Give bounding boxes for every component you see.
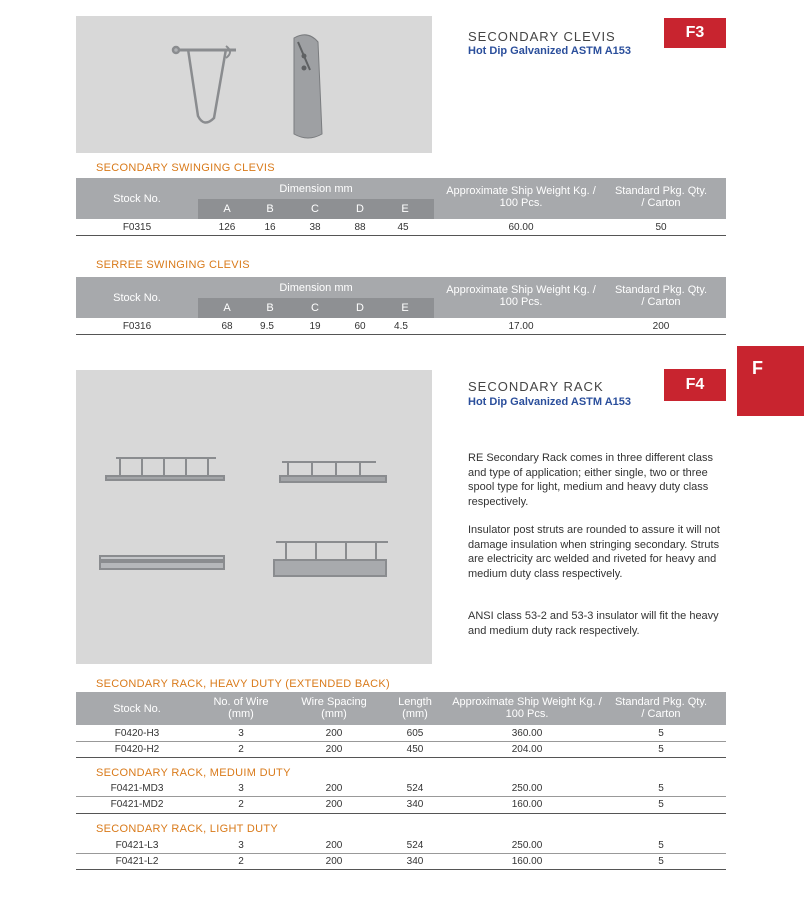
th-dim-a: A xyxy=(223,203,231,215)
cell-wires: 3 xyxy=(238,783,244,794)
th-dim-a: A xyxy=(223,302,231,314)
cell-b: 9.5 xyxy=(260,321,274,332)
cell-length: 524 xyxy=(406,840,424,851)
th-pkg: Standard Pkg. Qty. / Carton xyxy=(614,185,708,209)
f4-paragraph-2: Insulator post struts are rounded to assure it will not damage insulation when stringing secondary. Struts are electricity arc welded and riveted for heavy and medium duty class respectively. xyxy=(468,524,720,580)
section-title-serree-clevis: SERREE SWINGING CLEVIS xyxy=(96,259,250,271)
section-title-heavy-duty: SECONDARY RACK, HEAVY DUTY (EXTENDED BACK) xyxy=(96,678,390,690)
row-divider xyxy=(76,796,726,797)
cell-length: 340 xyxy=(406,856,424,867)
cell-stock: F0421-MD2 xyxy=(110,799,164,810)
table-bottom-rule xyxy=(76,869,726,870)
f4-title: SECONDARY RACK xyxy=(468,379,604,394)
th-length: Length (mm) xyxy=(398,696,432,720)
f4-paragraph-3: ANSI class 53-2 and 53-3 insulator will fit the heavy and medium duty rack respectively. xyxy=(468,610,719,637)
th-weight: Approximate Ship Weight Kg. / 100 Pcs. xyxy=(446,185,596,209)
section-title-swinging-clevis: SECONDARY SWINGING CLEVIS xyxy=(96,162,275,174)
cell-pkg: 200 xyxy=(652,321,670,332)
cell-weight: 360.00 xyxy=(511,728,543,739)
th-wires: No. of Wire (mm) xyxy=(213,696,269,720)
th-stock: Stock No. xyxy=(113,193,161,205)
cell-weight: 204.00 xyxy=(511,744,543,755)
cell-e: 45 xyxy=(397,222,409,233)
cell-length: 450 xyxy=(406,744,424,755)
cell-d: 88 xyxy=(354,222,366,233)
th-dim-c: C xyxy=(311,302,319,314)
cell-wires: 3 xyxy=(238,840,244,851)
cell-wires: 2 xyxy=(238,856,244,867)
cell-weight: 160.00 xyxy=(511,856,543,867)
th-dim-b: B xyxy=(266,302,274,314)
cell-weight: 160.00 xyxy=(511,799,543,810)
th-dimension: Dimension mm xyxy=(279,282,353,294)
f3-subtitle: Hot Dip Galvanized ASTM A153 xyxy=(468,45,631,57)
cell-spacing: 200 xyxy=(325,744,343,755)
row-divider xyxy=(76,853,726,854)
cell-stock: F0315 xyxy=(122,222,152,233)
cell-length: 340 xyxy=(406,799,424,810)
cell-c: 19 xyxy=(309,321,321,332)
section-title-medium-duty: SECONDARY RACK, MEDUIM DUTY xyxy=(96,767,291,779)
th-dim-c: C xyxy=(311,203,319,215)
section-title-light-duty: SECONDARY RACK, LIGHT DUTY xyxy=(96,823,279,835)
cell-stock: F0420-H3 xyxy=(114,728,160,739)
rack-table-header xyxy=(76,692,726,725)
cell-pkg: 5 xyxy=(658,744,664,755)
th-stock: Stock No. xyxy=(113,703,161,715)
th-dim-e: E xyxy=(401,203,409,215)
cell-length: 524 xyxy=(406,783,424,794)
cell-pkg: 50 xyxy=(655,222,667,233)
table1-bottom-rule xyxy=(76,235,726,236)
th-dim-d: D xyxy=(356,203,364,215)
cell-stock: F0316 xyxy=(122,321,152,332)
side-tab-letter: F xyxy=(752,358,763,378)
f3-badge: F3 xyxy=(664,18,726,48)
cell-pkg: 5 xyxy=(658,783,664,794)
cell-c: 38 xyxy=(309,222,321,233)
cell-stock: F0420-H2 xyxy=(114,744,160,755)
th-stock: Stock No. xyxy=(113,292,161,304)
cell-a: 68 xyxy=(221,321,233,332)
cell-wires: 2 xyxy=(238,744,244,755)
cell-weight: 250.00 xyxy=(511,783,543,794)
group-bottom-rule xyxy=(76,813,726,814)
th-pkg: Standard Pkg. Qty. / Carton xyxy=(614,284,708,308)
table1-header xyxy=(76,178,726,219)
cell-spacing: 200 xyxy=(325,783,343,794)
th-dim-e: E xyxy=(401,302,409,314)
cell-weight: 60.00 xyxy=(508,222,534,233)
th-pkg: Standard Pkg. Qty. / Carton xyxy=(614,696,708,720)
th-dimension: Dimension mm xyxy=(279,183,353,195)
f3-title: SECONDARY CLEVIS xyxy=(468,29,616,44)
cell-b: 16 xyxy=(264,222,276,233)
cell-pkg: 5 xyxy=(658,799,664,810)
group-bottom-rule xyxy=(76,757,726,758)
clevis-photo xyxy=(76,16,432,153)
table2-bottom-rule xyxy=(76,334,726,335)
cell-pkg: 5 xyxy=(658,856,664,867)
cell-spacing: 200 xyxy=(325,728,343,739)
cell-wires: 2 xyxy=(238,799,244,810)
cell-weight: 250.00 xyxy=(511,840,543,851)
cell-pkg: 5 xyxy=(658,728,664,739)
rack-photo xyxy=(76,370,432,664)
row-divider xyxy=(76,741,726,742)
f4-subtitle: Hot Dip Galvanized ASTM A153 xyxy=(468,396,631,408)
cell-weight: 17.00 xyxy=(508,321,534,332)
rack-illustration xyxy=(76,370,432,664)
table2-header xyxy=(76,277,726,318)
cell-stock: F0421-MD3 xyxy=(110,783,164,794)
cell-e: 4.5 xyxy=(394,321,408,332)
cell-a: 126 xyxy=(218,222,236,233)
th-spacing: Wire Spacing (mm) xyxy=(301,696,367,720)
cell-stock: F0421-L3 xyxy=(115,840,159,851)
clevis-illustration xyxy=(76,16,432,153)
cell-length: 605 xyxy=(406,728,424,739)
f4-badge: F4 xyxy=(664,369,726,401)
cell-wires: 3 xyxy=(238,728,244,739)
cell-spacing: 200 xyxy=(325,840,343,851)
th-weight: Approximate Ship Weight Kg. / 100 Pcs. xyxy=(446,284,596,308)
cell-spacing: 200 xyxy=(325,799,343,810)
cell-stock: F0421-L2 xyxy=(115,856,159,867)
side-tab-f xyxy=(737,346,804,416)
th-dim-b: B xyxy=(266,203,274,215)
cell-spacing: 200 xyxy=(325,856,343,867)
th-weight: Approximate Ship Weight Kg. / 100 Pcs. xyxy=(452,696,602,720)
th-dim-d: D xyxy=(356,302,364,314)
cell-pkg: 5 xyxy=(658,840,664,851)
cell-d: 60 xyxy=(354,321,366,332)
f4-paragraph-1: RE Secondary Rack comes in three different class and type of application; either single, two or three spool type for light, medium and heavy duty class respectively. xyxy=(468,452,713,508)
